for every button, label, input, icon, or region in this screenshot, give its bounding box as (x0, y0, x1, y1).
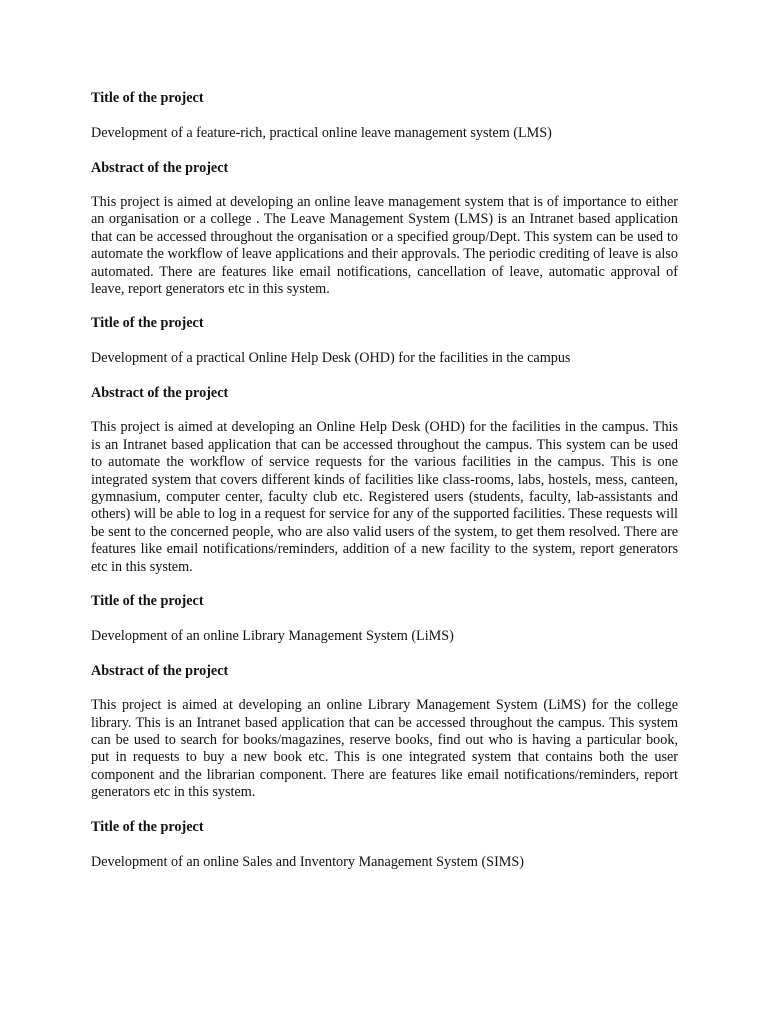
section-1-title: Development of a feature-rich, practical online leave management system (LMS) (91, 125, 552, 141)
section-4-title-heading: Title of the project (91, 818, 204, 835)
section-4-title: Development of an online Sales and Inventory Management System (SIMS) (91, 853, 525, 870)
section-2-abstract-heading: Abstract of the project (91, 385, 229, 402)
section-3-abstract: This project is aimed at developing an online Library Management System (LiMS) for the college library. This is an Intranet based application that can be accessed throughout the campus. This system can be used to search for books/magazines, reserve books, find out who is having a particular book, put in requests to buy a new book etc. This is one integrated system that contains both the user component and the librarian component. There are features like email notifications/reminders, report generators etc in this system. (91, 697, 678, 801)
section-2-title: Development of a practical Online Help Desk (OHD) for the facilities in the campus (91, 350, 571, 367)
section-3-abstract-heading: Abstract of the project (91, 663, 229, 680)
section-2-title-heading: Title of the project (91, 315, 204, 332)
section-1-title-heading: Title of the project (91, 90, 204, 106)
section-3-title: Development of an online Library Management System (LiMS) (91, 628, 454, 645)
section-2-abstract: This project is aimed at developing an Online Help Desk (OHD) for the facilities in the campus. This is an Intranet based application that can be accessed throughout the campus. This system can be used to automate the workflow of service requests for the various facilities in the campus. This is one integrated system that covers different kinds of facilities like class-rooms, labs, hostels, mess, canteen, gymnasium, computer center, faculty club etc. Registered users (students, faculty, lab-assistants and others) will be able to log in a request for service for any of the supported facilities. These requests will be sent to the concerned people, who are also valid users of the system, to get them resolved. There are features like email notifications/reminders, addition of a new facility to the system, report generators etc in this system. (91, 419, 678, 575)
section-3-title-heading: Title of the project (91, 593, 204, 610)
section-1-abstract-heading: Abstract of the project (91, 160, 229, 176)
section-1-abstract: This project is aimed at developing an online leave management system that is of importance to either an organisation or a college . The Leave Management System (LMS) is an Intranet based application that can be accessed throughout the organisation or a specified group/Dept. This system can be used to automate the workflow of leave applications and their approvals. The periodic crediting of leave is also automated. There are features like email notifications, cancellation of leave, automatic approval of leave, report generators etc in this system. (91, 194, 678, 298)
